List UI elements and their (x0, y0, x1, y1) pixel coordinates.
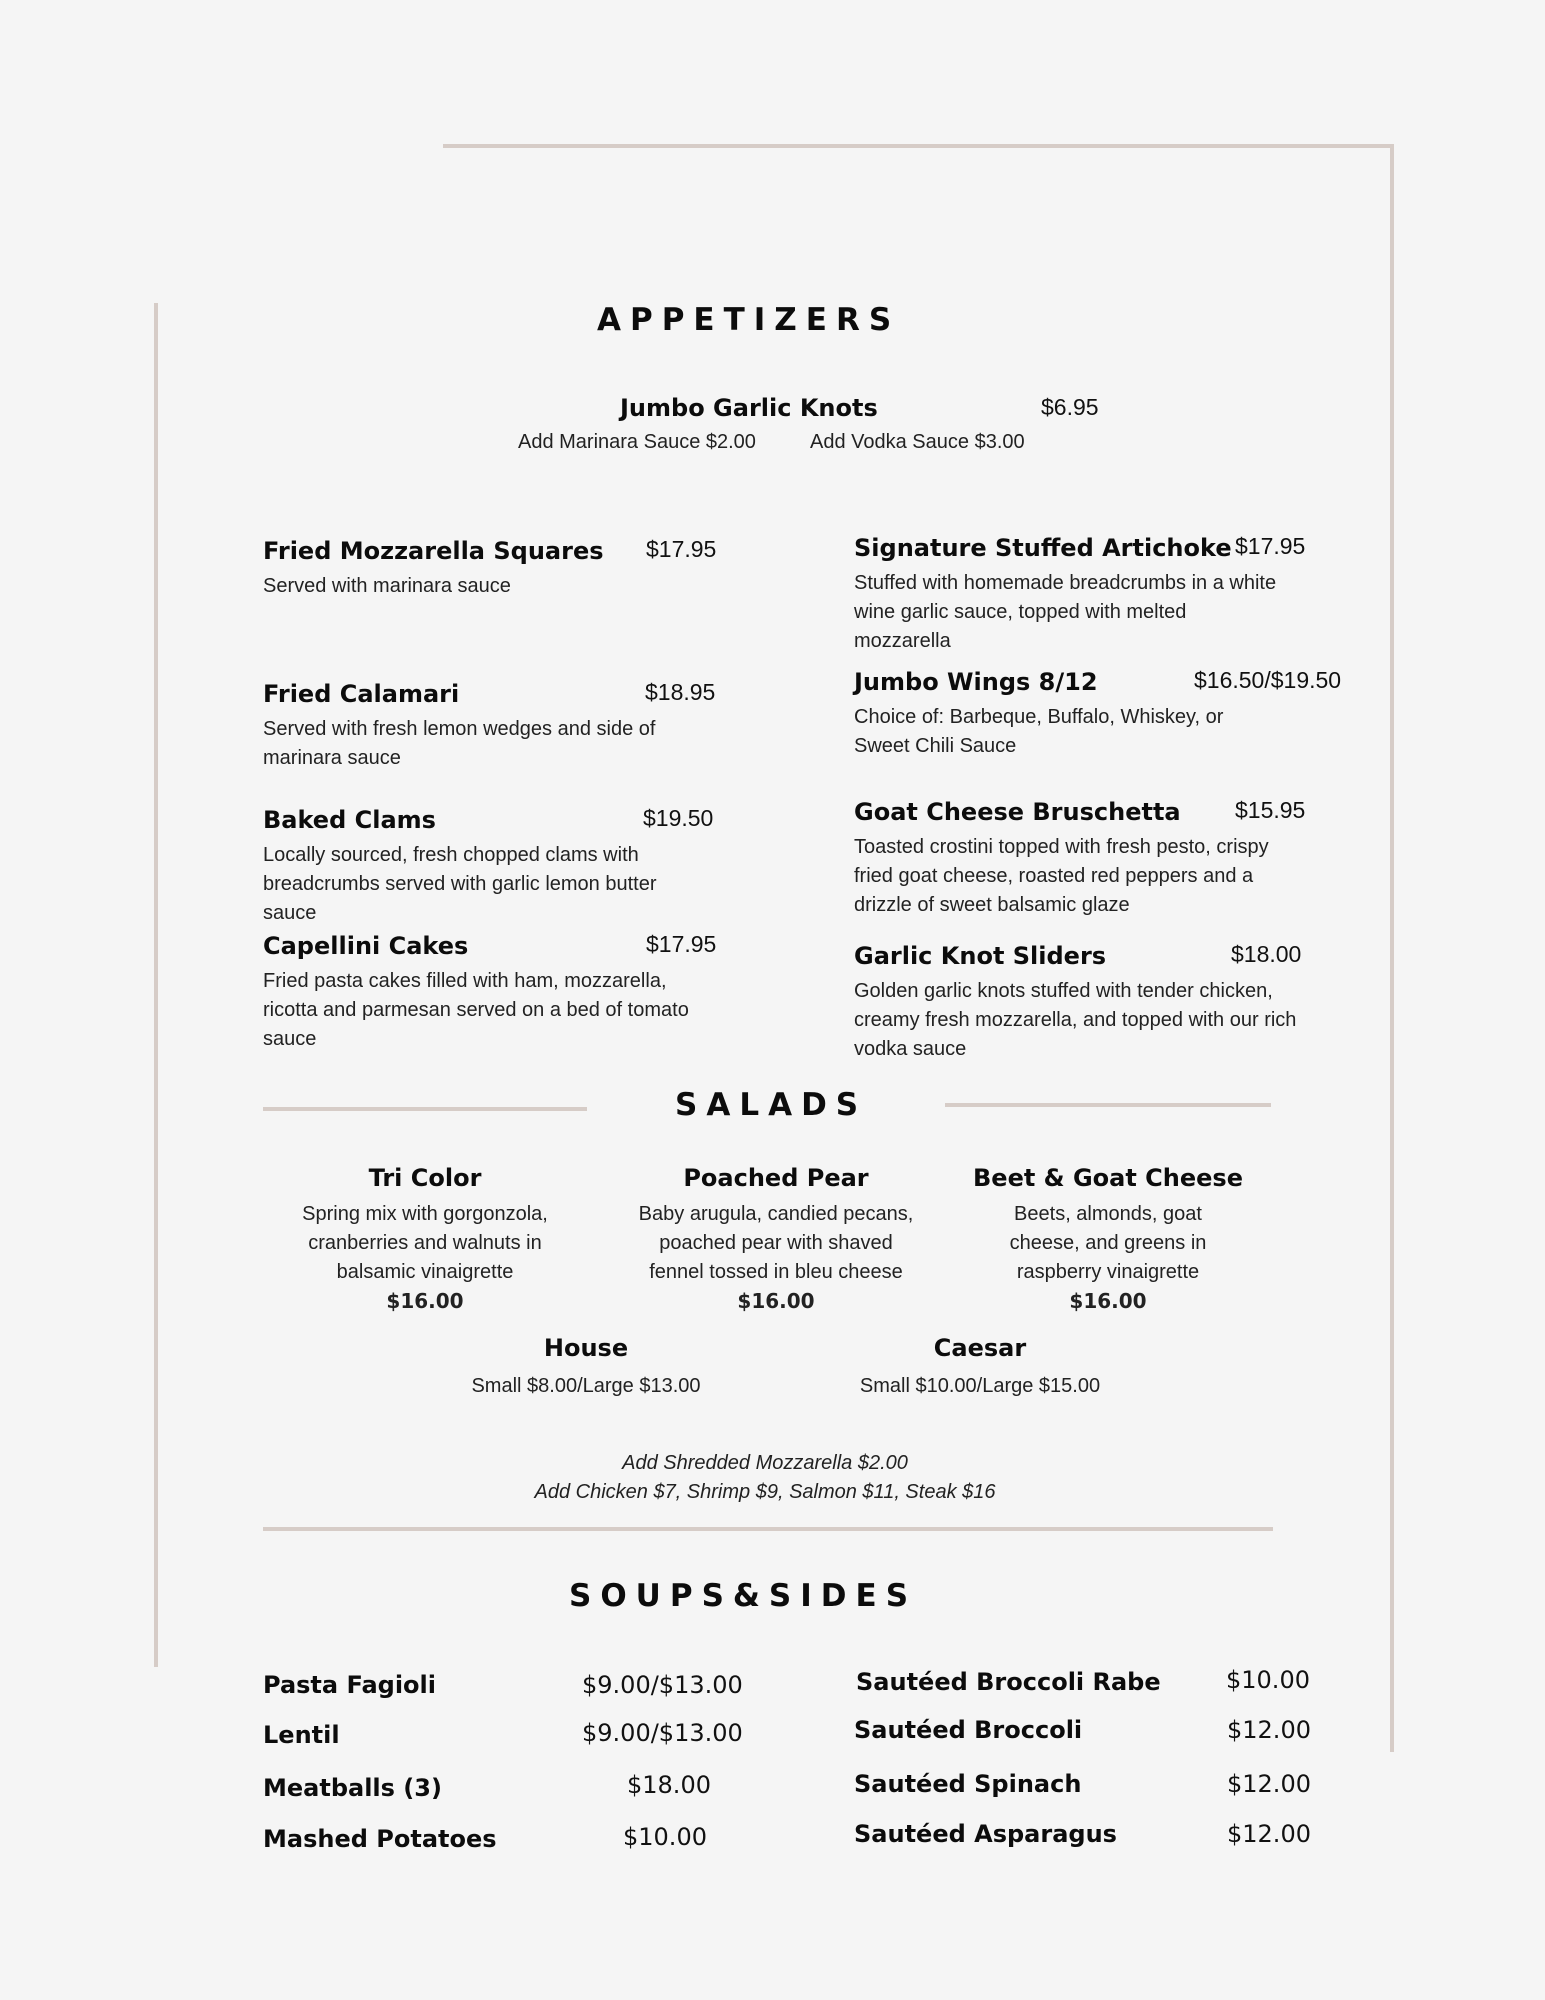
menu-item-description: Toasted crostini topped with fresh pesto, crispy fried goat cheese, roasted red peppers and a drizzle of sweet balsamic glaze (854, 836, 1269, 916)
side-item-name: Sautéed Asparagus (854, 1820, 1117, 1848)
side-item-price: $9.00/$13.00 (582, 1671, 743, 1699)
salad-price: Small $10.00/Large $15.00 (859, 1375, 1101, 1397)
side-item-name: Sautéed Spinach (854, 1770, 1082, 1798)
salads-rule-right (945, 1103, 1271, 1107)
menu-item-price: $16.50/$19.50 (1194, 667, 1342, 693)
appetizers-heading: APPETIZERS (597, 302, 901, 338)
side-item-price: $12.00 (1227, 1820, 1311, 1848)
side-item-name: Sautéed Broccoli (854, 1716, 1083, 1744)
menu-item-name: Baked Clams (263, 806, 436, 834)
side-item-price: $18.00 (627, 1771, 711, 1799)
salad-description: Baby arugula, candied pecans, poached pear with shaved fennel tossed in bleu cheese (638, 1203, 914, 1283)
menu-item-description: Served with fresh lemon wedges and side of marinara sauce (263, 718, 656, 769)
salad-item (631, 1164, 921, 1316)
salad-name: House (543, 1334, 629, 1362)
menu-item-description: Fried pasta cakes filled with ham, mozzarella, ricotta and parmesan served on a bed of tomato sauce (263, 970, 689, 1050)
menu-item-name: Fried Mozzarella Squares (263, 537, 604, 565)
menu-item-description: Stuffed with homemade breadcrumbs in a white wine garlic sauce, topped with melted mozzarella (854, 572, 1277, 652)
frame-top-line (443, 144, 1394, 148)
menu-item-price: $19.50 (643, 805, 714, 831)
menu-item-price: $15.95 (1235, 797, 1306, 823)
menu-item-description: Choice of: Barbeque, Buffalo, Whiskey, or Sweet Chili Sauce (854, 706, 1224, 757)
menu-item-price: $18.95 (645, 679, 716, 705)
menu-item-name: Signature Stuffed Artichoke (854, 534, 1232, 562)
menu-item-name: Goat Cheese Bruschetta (854, 798, 1181, 826)
salad-price: $16.00 (1069, 1289, 1147, 1313)
side-item-price: $10.00 (623, 1823, 707, 1851)
menu-item-name: Garlic Knot Sliders (854, 942, 1107, 970)
soups-sides-heading: SOUPS&SIDES (569, 1578, 918, 1614)
salad-description: Beets, almonds, goat cheese, and greens in raspberry vinaigrette (1009, 1203, 1207, 1283)
feature-item-price: $6.95 (1041, 394, 1099, 420)
menu-item-price: $18.00 (1231, 941, 1302, 967)
salads-bottom-rule (263, 1527, 1273, 1531)
salad-house (436, 1334, 736, 1401)
menu-item-price: $17.95 (1235, 533, 1306, 559)
menu-item-description: Served with marinara sauce (263, 575, 511, 597)
salad-name: Caesar (933, 1334, 1027, 1362)
side-item-name: Lentil (263, 1721, 340, 1749)
menu-item-description: Locally sourced, fresh chopped clams with breadcrumbs served with garlic lemon butter sauce (263, 844, 657, 924)
side-item-name: Meatballs (3) (263, 1774, 442, 1802)
frame-left-line (154, 303, 158, 1667)
salad-caesar (830, 1334, 1130, 1401)
side-item-price: $10.00 (1226, 1666, 1310, 1694)
side-item-price: $9.00/$13.00 (582, 1719, 743, 1747)
side-item-name: Sautéed Broccoli Rabe (856, 1668, 1161, 1696)
salad-name: Tri Color (368, 1164, 482, 1192)
menu-item-name: Jumbo Wings 8/12 (854, 668, 1098, 696)
frame-right-line (1390, 144, 1394, 1752)
feature-item-name: Jumbo Garlic Knots (620, 394, 878, 422)
salad-addon-note: Add Chicken $7, Shrimp $9, Salmon $11, Steak $16 (534, 1481, 996, 1503)
menu-item-name: Fried Calamari (263, 680, 460, 708)
menu-item-name: Capellini Cakes (263, 932, 469, 960)
salad-name: Poached Pear (683, 1164, 869, 1192)
salad-name: Beet & Goat Cheese (973, 1164, 1243, 1192)
side-item-name: Pasta Fagioli (263, 1671, 436, 1699)
side-item-price: $12.00 (1227, 1716, 1311, 1744)
salad-price: $16.00 (737, 1289, 815, 1313)
menu-item-description: Golden garlic knots stuffed with tender chicken, creamy fresh mozzarella, and topped with our rich vodka sauce (854, 980, 1297, 1060)
side-item-price: $12.00 (1227, 1770, 1311, 1798)
salad-item (963, 1164, 1253, 1316)
menu-item-price: $17.95 (646, 931, 717, 957)
feature-addon-vodka: Add Vodka Sauce $3.00 (810, 431, 1025, 453)
salad-price: $16.00 (386, 1289, 464, 1313)
feature-addon-marinara: Add Marinara Sauce $2.00 (518, 431, 756, 453)
salad-addon-note: Add Shredded Mozzarella $2.00 (622, 1452, 908, 1474)
side-item-name: Mashed Potatoes (263, 1825, 497, 1853)
menu-item-price: $17.95 (646, 536, 717, 562)
salad-price: Small $8.00/Large $13.00 (471, 1375, 701, 1397)
salads-heading: SALADS (675, 1087, 868, 1123)
salad-item (280, 1164, 570, 1316)
salad-description: Spring mix with gorgonzola, cranberries and walnuts in balsamic vinaigrette (302, 1203, 548, 1283)
salads-rule-left (263, 1107, 587, 1111)
